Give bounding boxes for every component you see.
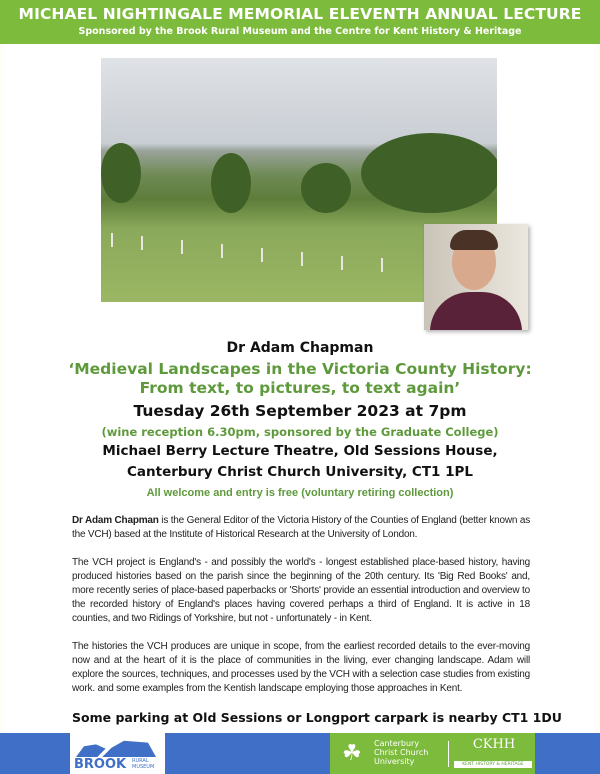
sponsor-line: Sponsored by the Brook Rural Museum and the Centre for Kent History & Heritage [78,26,522,37]
parking-note: Some parking at Old Sessions or Longport carpark is nearby CT1 1DU [72,710,562,725]
footer-banner [0,733,600,774]
ccu-logo-text [374,739,428,766]
bio-name: Dr Adam Chapman [72,515,159,526]
university-logos [330,733,535,774]
lecture-series-title: MICHAEL NIGHTINGALE MEMORIAL ELEVENTH ANNUAL LECTURE [18,5,582,23]
event-date: Tuesday 26th September 2023 at 7pm [133,402,467,420]
bio-paragraph [72,514,530,542]
brook-sub: RURAL MUSEUM [132,758,155,770]
brook-museum-logo [70,733,165,774]
speaker-name: Dr Adam Chapman [226,340,374,356]
description [72,514,530,710]
lecture-title-line2: From text, to pictures, to text again’ [139,379,461,397]
trinity-knot-icon: ☘ [342,741,362,766]
logo-divider [448,741,449,767]
brook-name: BROOK [74,757,127,772]
building-icon [76,739,156,757]
ckhh-logo: CKHH [472,737,516,752]
ckhh-subtitle: KENT HISTORY & HERITAGE [454,761,532,768]
talk-paragraph: The histories the VCH produces are unique in scope, from the earliest recorded details to the ever-moving now and at the heart of it is the place of communities in the living, ever changing landscape. Adam will explore the sources, techniques, and processes used by the VCH with a selection case studies from existing work. and some examples from the Kentish landscape employing those approaches in Kent. [72,641,530,694]
ccu-line1: Canterbury [374,739,420,748]
bio-text: is the General Editor of the Victoria History of the Counties of England (better known as the VCH) based at the Institute of Historical Research at the University of London. [72,515,530,540]
venue-line1: Michael Berry Lecture Theatre, Old Sessions House, [102,443,498,459]
ccu-line2: Christ Church [374,748,429,757]
venue-line2: Canterbury Christ Church University, CT1 1PL [126,464,474,480]
vch-paragraph: The VCH project is England's - and possibly the world's - longest established place-based history, having produced histories based on the parish since the beginning of the 20th century. Its 'Big Red Books' and, more recently series of place-based paperbacks or 'Shorts' provide an essential introduction and overview to the recorded history of England's places having covered perhaps a third of England. It is active in 18 counties, and two Ridings of Yorkshire, but not - unfortunately - in Kent. [72,557,530,624]
speaker-portrait [424,224,528,330]
header-banner [0,0,600,44]
reception-note: (wine reception 6.30pm, sponsored by the Graduate College) [101,425,499,439]
entry-note: All welcome and entry is free (voluntary retiring collection) [146,487,454,499]
lecture-title-line1: ‘Medieval Landscapes in the Victoria County History: [68,360,532,378]
ccu-line3: University [374,757,415,766]
